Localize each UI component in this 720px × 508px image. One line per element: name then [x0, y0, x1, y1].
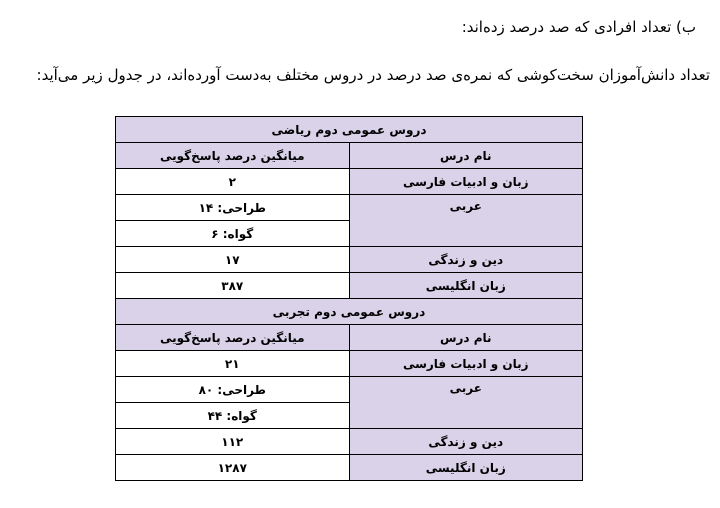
table-row — [116, 351, 583, 377]
column-headers — [116, 325, 583, 351]
subject-cell: عربی — [349, 195, 582, 247]
subject-cell: دین و زندگی — [349, 247, 582, 273]
section-header-science — [116, 299, 583, 325]
section-header-math — [116, 117, 583, 143]
table-row — [116, 247, 583, 273]
table-row — [116, 377, 583, 403]
value-cell: طراحی: ۱۴ — [116, 195, 350, 221]
subject-cell: زبان و ادبیات فارسی — [349, 351, 582, 377]
column-header-subject: نام درس — [349, 143, 582, 169]
subject-cell: دین و زندگی — [349, 429, 582, 455]
column-header-subject: نام درس — [349, 325, 582, 351]
subject-cell: زبان و ادبیات فارسی — [349, 169, 582, 195]
column-headers — [116, 143, 583, 169]
value-cell: ۲ — [116, 169, 350, 195]
value-cell: ۱۲۸۷ — [116, 455, 350, 481]
subject-cell: عربی — [349, 377, 582, 429]
value-cell: ۱۷ — [116, 247, 350, 273]
subject-cell: زبان انگلیسی — [349, 455, 582, 481]
table-row — [116, 169, 583, 195]
table-row — [116, 429, 583, 455]
value-cell: ۳۸۷ — [116, 273, 350, 299]
table-row — [116, 195, 583, 221]
perfect-score-table — [115, 116, 583, 481]
subject-cell: زبان انگلیسی — [349, 273, 582, 299]
section-title: دروس عمومی دوم ریاضی — [116, 117, 583, 143]
table-row — [116, 273, 583, 299]
value-cell: ۱۱۲ — [116, 429, 350, 455]
section-heading: ب) تعداد افرادی که صد درصد زده‌اند: — [461, 18, 696, 36]
value-cell: گواه: ۶ — [116, 221, 350, 247]
column-header-value: میانگین درصد پاسخ‌گویی — [116, 325, 350, 351]
section-title: دروس عمومی دوم تجربی — [116, 299, 583, 325]
table-row — [116, 455, 583, 481]
value-cell: گواه: ۴۴ — [116, 403, 350, 429]
intro-text: تعداد دانش‌آموزان سخت‌کوشی که نمره‌ی صد درصد در دروس مختلف به‌دست آورده‌اند، در جدول زیر می‌آید: — [36, 66, 710, 84]
column-header-value: میانگین درصد پاسخ‌گویی — [116, 143, 350, 169]
value-cell: طراحی: ۸۰ — [116, 377, 350, 403]
value-cell: ۲۱ — [116, 351, 350, 377]
